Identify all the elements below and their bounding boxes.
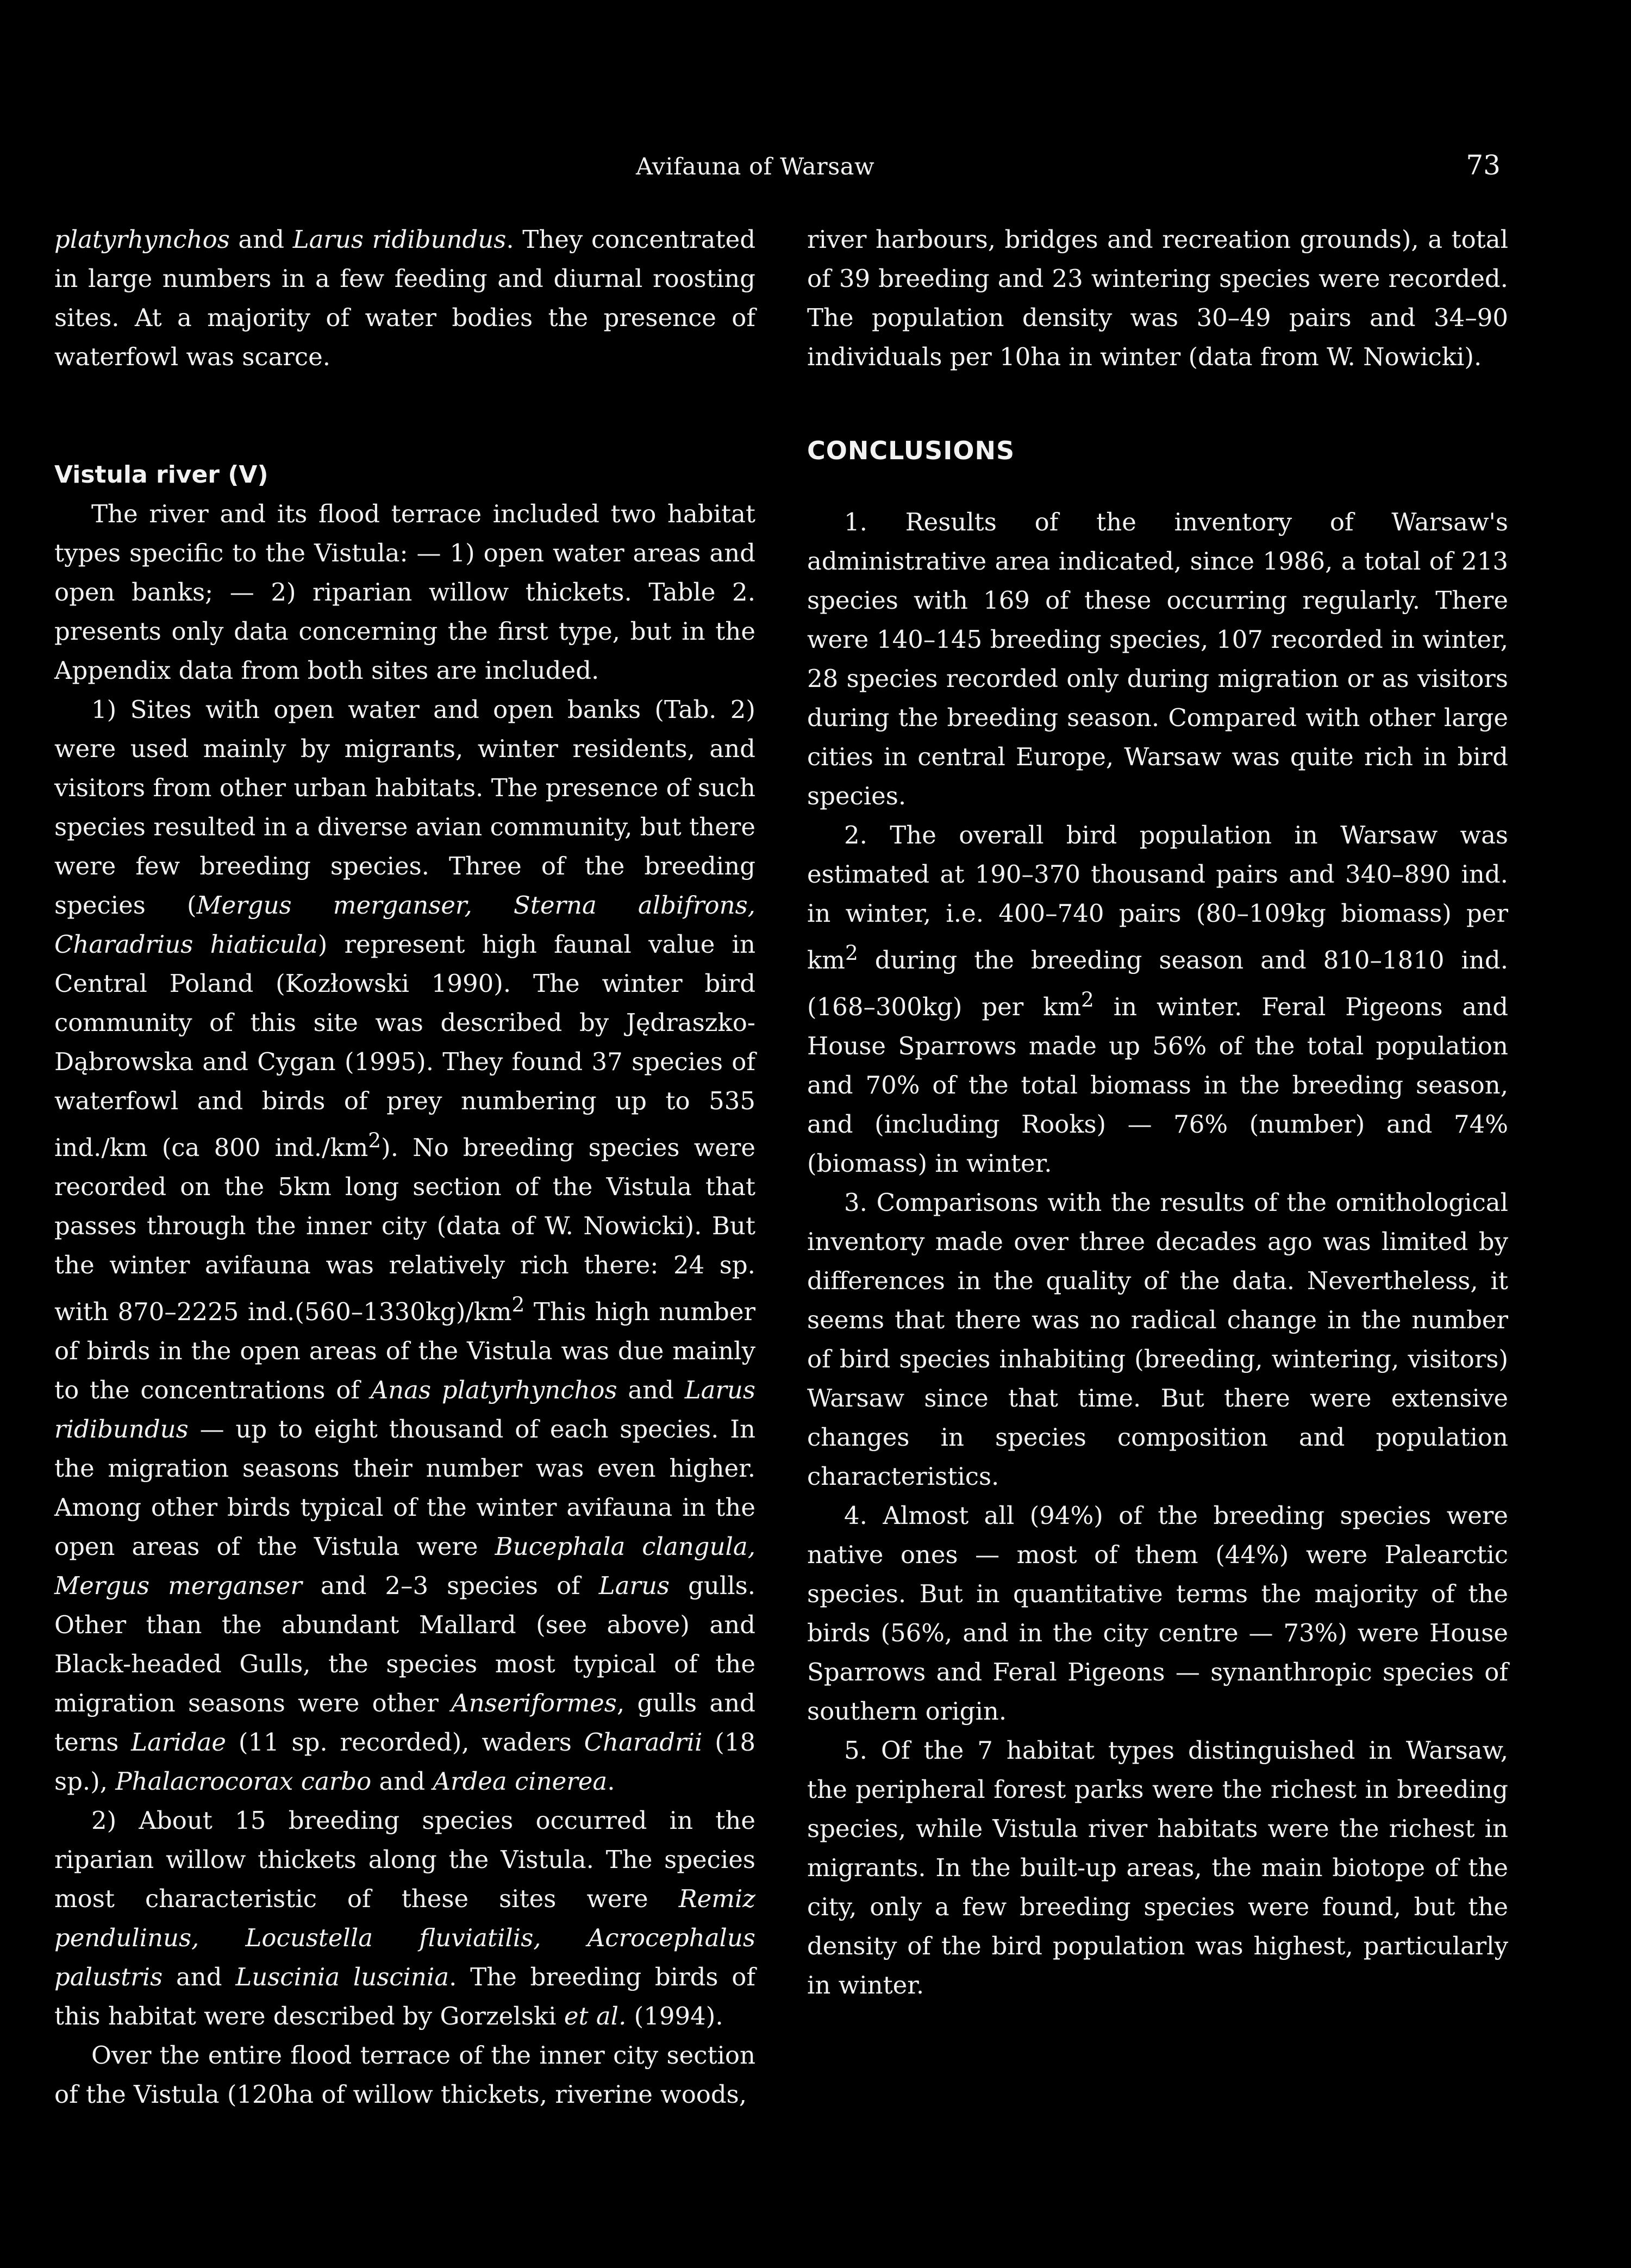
conclusion-5: 5. Of the 7 habitat types distinguished in Warsaw, the peripheral forest parks were the richest in breeding species, while Vistula river habitats were the richest in migrants. In the built-up areas, the main biotope of the city, only a few breeding species were found, but the density of the bird population was highest, particularly in winter. <box>807 1736 1508 2000</box>
conclusion-4: 4. Almost all (94%) of the breeding species were native ones — most of them (44%) were Palearctic species. But in quantitative terms the majority of the birds (56%, and in the city centre — 73%) were House Sparrows and Feral Pigeons — synanthropic species of southern origin. <box>807 1501 1508 1726</box>
paragraph-vistula-intro: The river and its flood terrace included two habitat types specific to the Vistula: — 1) open water areas and open banks; — 2) riparian willow thickets. Table 2. presents only data concerning the first type, but in the Appendix data from both sites are included. <box>54 499 755 685</box>
italic-term: Bucephala clangula, Mergus merganser <box>54 1532 755 1600</box>
left-column <box>54 220 755 2114</box>
paragraph-continued-right: river harbours, bridges and recreation grounds), a total of 39 breeding and 23 wintering species were recorded. The population density was 30–49 pairs and 34–90 individuals per 10ha in winter (data from W. Nowicki). <box>807 225 1508 371</box>
superscript: 2 <box>845 941 858 965</box>
section-heading-conclusions: CONCLUSIONS <box>807 436 1015 465</box>
italic-term: Larus ridibundus <box>292 225 507 254</box>
italic-term: Luscinia luscinia <box>235 1963 449 1991</box>
italic-term: Ardea cinerea <box>433 1767 608 1796</box>
page-number: 73 <box>1466 149 1501 181</box>
italic-term: Laridae <box>131 1728 227 1757</box>
running-title: Avifauna of Warsaw <box>636 153 875 180</box>
italic-term: Phalacrocorax carbo <box>115 1767 372 1796</box>
superscript: 2 <box>1081 988 1094 1011</box>
italic-term: et al. <box>564 2002 627 2030</box>
italic-term: Mergus merganser, Sterna albifrons, Charadrius hiaticula <box>54 891 755 959</box>
italic-term: Larus <box>598 1571 670 1600</box>
italic-term: Anseriformes <box>451 1689 617 1717</box>
italic-term: Larus ridibundus <box>54 1376 756 1444</box>
paragraph-continued: platyrhynchos and Larus ridibundus. They concentrated in large numbers in a few feeding and diurnal roosting sites. At a majority of water bodies the presence of waterfowl was scarce. <box>54 225 756 371</box>
right-column <box>807 220 1508 2005</box>
italic-term: platyrhynchos <box>54 225 230 254</box>
italic-term: Anas platyrhynchos <box>370 1376 617 1404</box>
paragraph-willow-thickets: 2) About 15 breeding species occurred in the riparian willow thickets along the Vistula. The species most characteristic of these sites were Remiz pendulinus, Locustella fluviatilis, Acrocephalus palustris and Luscinia luscinia. The breeding birds of this habitat were described by Gorzelski et al. (1994). <box>54 1806 755 2030</box>
italic-term: Remiz pendulinus, Locustella fluviatilis, Acrocephalus palustris <box>54 1884 755 1991</box>
superscript: 2 <box>511 1292 525 1316</box>
section-heading-vistula: Vistula river (V) <box>54 461 268 489</box>
conclusion-2: 2. The overall bird population in Warsaw was estimated at 190–370 thousand pairs and 340–890 ind. in winter, i.e. 400–740 pairs (80–109kg biomass) per $km^2$ during the breeding season and 810–1810 ind. (168–300kg) per $km^2$ in winter. Feral Pigeons and House Sparrows made up 56% of the total population and 70% of the total biomass in the breeding season, and (including Rooks) — 76% (number) and 74% (biomass) in winter. <box>807 821 1508 1178</box>
paragraph-open-water: 1) Sites with open water and open banks (Tab. 2) were used mainly by migrants, winter residents, and visitors from other urban habitats. The presence of such species resulted in a diverse avian community, but there were few breeding species. Three of the breeding species (Mergus merganser, Sterna albifrons, Charadrius hiaticula) represent high faunal value in Central Poland (Kozłowski 1990). The winter bird community of this site was described by Jędraszko-Dąbrowska and Cygan (1995). They found 37 species of waterfowl and birds of prey numbering up to 535 ind./km (ca 800 $ind./km^2$). No breeding species were recorded on the 5km long section of the Vistula that passes through the inner city (data of W. Nowicki). But the winter avifauna was relatively rich there: 24 sp. with 870–2225 $ind.(560-1330kg)/km^2$ This high number of birds in the open areas of the Vistula was due mainly to the concentrations of Anas platyrhynchos and Larus ridibundus — up to eight thousand of each species. In the migration seasons their number was even higher. Among other birds typical of the winter avifauna in the open areas of the Vistula were Bucephala clangula, Mergus merganser and 2–3 species of Larus gulls. Other than the abundant Mallard (see above) and Black-headed Gulls, the species most typical of the migration seasons were other Anseriformes, gulls and terns Laridae (11 sp. recorded), waders Charadrii (18 sp.), Phalacrocorax carbo and Ardea cinerea. <box>54 695 756 1796</box>
paragraph-flood-terrace: Over the entire flood terrace of the inner city section of the Vistula (120ha of willow thickets, riverine woods, <box>54 2041 755 2109</box>
conclusion-1: 1. Results of the inventory of Warsaw's administrative area indicated, since 1986, a total of 213 species with 169 of these occurring regularly. There were 140–145 breeding species, 107 recorded in winter, 28 species recorded only during migration or as visitors during the breeding season. Compared with other large cities in central Europe, Warsaw was quite rich in bird species. <box>807 508 1508 810</box>
conclusion-3: 3. Comparisons with the results of the ornithological inventory made over three decades ago was limited by differences in the quality of the data. Nevertheless, it seems that there was no radical change in the number of bird species inhabiting (breeding, wintering, visitors) Warsaw since that time. But there were extensive changes in species composition and population characteristics. <box>807 1188 1508 1491</box>
italic-term: Charadrii <box>584 1728 703 1757</box>
superscript: 2 <box>368 1128 382 1152</box>
